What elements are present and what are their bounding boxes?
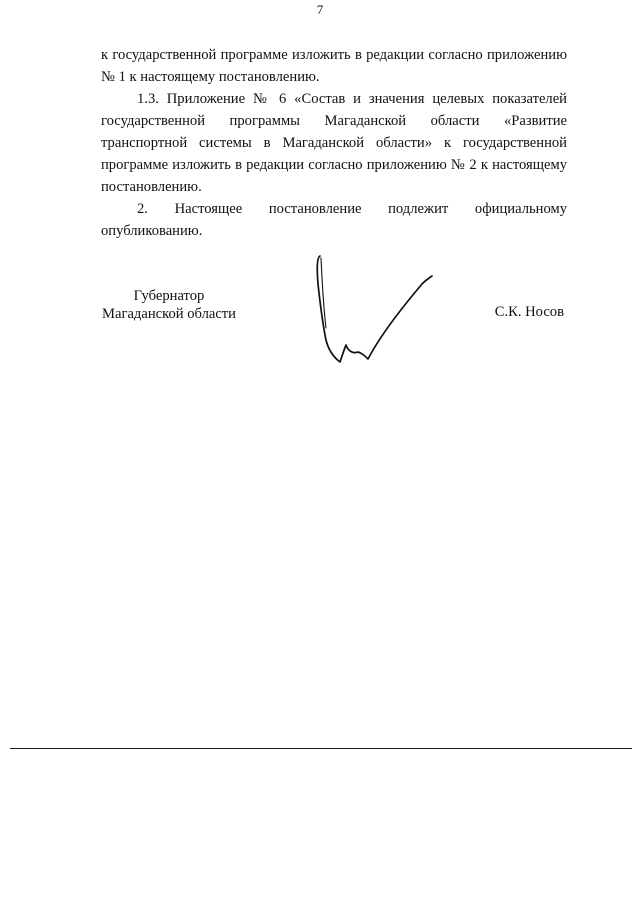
paragraph-publication bbox=[101, 198, 567, 242]
text-line: транспортной системы в Магаданской области» к государственной bbox=[101, 135, 567, 151]
text-line: к государственной программе изложить в редакции согласно приложению bbox=[101, 47, 567, 63]
text-line: № 1 к настоящему постановлению. bbox=[101, 69, 320, 85]
page-number: 7 bbox=[316, 2, 324, 17]
signatory-title bbox=[102, 287, 236, 323]
text-line: программе изложить в редакции согласно приложению № 2 к настоящему bbox=[101, 157, 567, 173]
signatory-region-line: Магаданской области bbox=[102, 306, 236, 322]
text-line: 1.3. Приложение № 6 «Состав и значения целевых показателей bbox=[137, 91, 567, 107]
handwritten-signature bbox=[310, 248, 440, 368]
paragraph-amendment-appendix-6 bbox=[101, 88, 567, 198]
text-line: государственной программы Магаданской области «Развитие bbox=[101, 113, 567, 129]
paragraph-amendment-appendix-1 bbox=[101, 44, 567, 88]
footer-divider bbox=[10, 748, 632, 749]
signatory-name: С.К. Носов bbox=[494, 304, 564, 320]
signatory-title-line: Губернатор bbox=[133, 288, 205, 304]
text-line: 2. Настоящее постановление подлежит официальному bbox=[137, 201, 567, 217]
text-line: постановлению. bbox=[101, 179, 202, 195]
text-line: опубликованию. bbox=[101, 223, 203, 239]
